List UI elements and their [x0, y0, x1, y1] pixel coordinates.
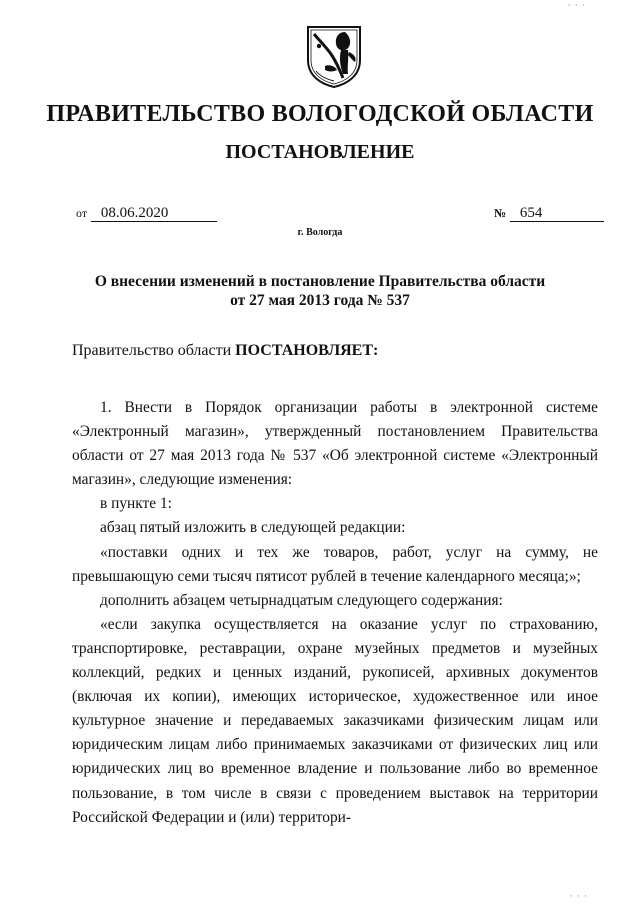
number-prefix: №: [494, 206, 507, 220]
body-paragraph: 1. Внести в Порядок организации работы в электронной системе «Электронный магазин», утвержденный постановлением Правительства области от 27 мая 2013 года № 537 «Об электронной системе «Электронный магазин», следующие изменения:: [72, 399, 598, 489]
bottom-mark: · · ·: [569, 891, 588, 901]
decree-keyword: ПОСТАНОВЛЯЕТ:: [235, 342, 379, 359]
body-paragraph: абзац пятый изложить в следующей редакции:: [100, 519, 406, 537]
document-subject: [60, 272, 580, 310]
body-paragraph: «если закупка осуществляется на оказание услуг по страхованию, транспортировке, реставрации, охране музейных предметов и музейных коллекций, редких и ценных изданий, рукописей, архивных документов (включая их копии), имеющих историческое, художественное или иное культурное значение и передаваемых заказчиками физическим лицам или юридическим лицам либо принимаемых заказчиками от физических лиц или юридических лиц во временное владение и пользование либо во временное пользование, в том числе в связи с проведением выставок на территории Российской Федерации и (или) территори-: [72, 615, 598, 826]
subject-line-2: от 27 мая 2013 года № 537: [230, 292, 410, 309]
document-type: ПОСТАНОВЛЕНИЕ: [225, 141, 415, 163]
government-title: ПРАВИТЕЛЬСТВО ВОЛОГОДСКОЙ ОБЛАСТИ: [46, 101, 594, 127]
date-prefix: от: [76, 206, 88, 220]
decree-line: [72, 342, 378, 360]
city-label: г. Вологда: [297, 227, 343, 238]
body-paragraph: в пункте 1:: [100, 495, 172, 513]
document-body: [72, 396, 598, 830]
body-paragraph: дополнить абзацем четырнадцатым следующего содержания:: [100, 591, 503, 609]
body-paragraph: «поставки одних и тех же товаров, работ, услуг на сумму, не превышающую семи тысяч пятисот рублей в течение календарного месяца;»;: [72, 543, 598, 585]
document-number-row: [494, 205, 604, 222]
document-date-row: [76, 205, 217, 222]
subject-line-1: О внесении изменений в постановление Правительства области: [94, 273, 546, 290]
corner-mark: · · ·: [567, 0, 586, 10]
document-number: 654: [510, 205, 604, 222]
coat-of-arms-icon: [305, 24, 363, 88]
document-date: 08.06.2020: [91, 205, 217, 222]
decree-prefix: Правительство области: [72, 342, 236, 359]
